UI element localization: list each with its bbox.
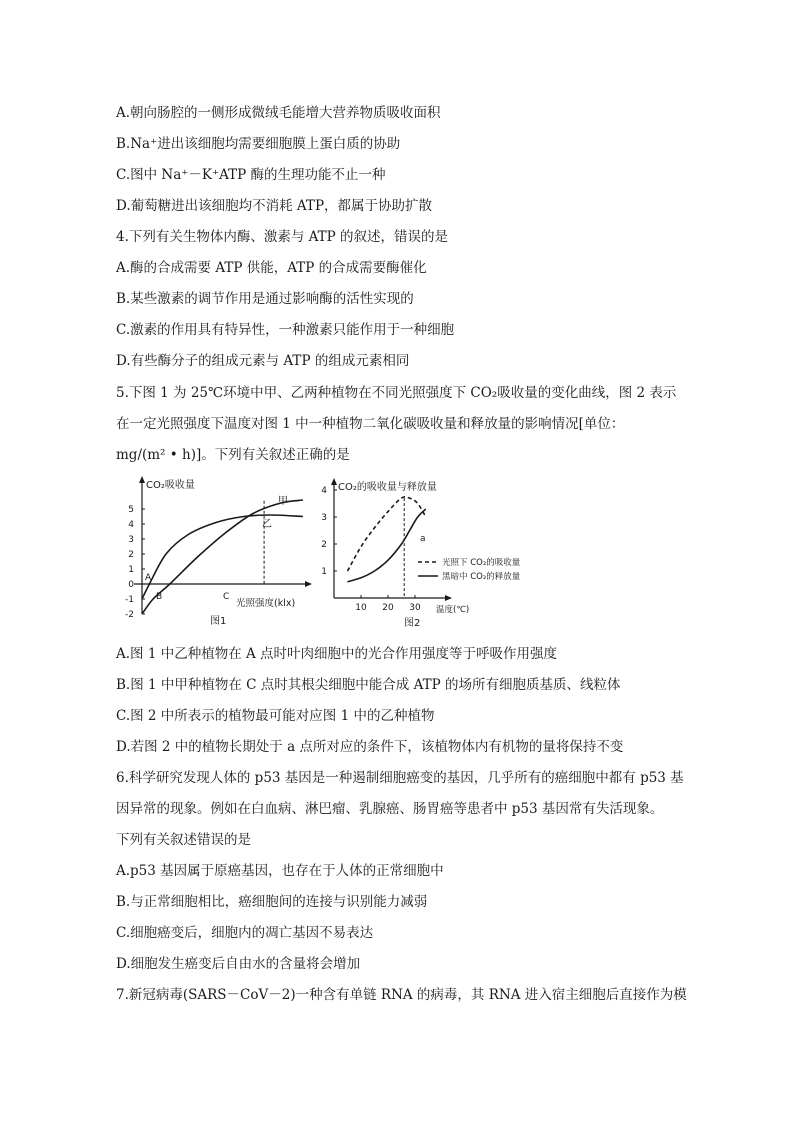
q4-stem: 4.下列有关生物体内酶、激素与 ATP 的叙述，错误的是 bbox=[116, 229, 449, 245]
q3-option-b: B.Na⁺进出该细胞均需要细胞膜上蛋白质的协助 bbox=[116, 136, 401, 152]
fig1-ytick-label: 3 bbox=[128, 535, 134, 545]
fig1-xlabel: 光照强度(klx) bbox=[236, 598, 296, 609]
fig1-point-b: B bbox=[156, 592, 163, 602]
fig1-ytick-label: 5 bbox=[128, 505, 134, 515]
fig2-ytick-label: 3 bbox=[321, 513, 327, 523]
q3-option-d: D.葡萄糖进出该细胞均不消耗 ATP，都属于协助扩散 bbox=[116, 198, 433, 214]
fig2-ytick-label: 2 bbox=[321, 540, 327, 550]
fig2-x-arrow bbox=[445, 595, 452, 601]
fig2-ytick-label: 4 bbox=[321, 486, 327, 496]
q5-stem-line-1: 5.下图 1 为 25℃环境中甲、乙两种植物在不同光照强度下 CO₂吸收量的变化曲线，图 2 表示 bbox=[116, 385, 677, 401]
q3-option-a: A.朝向肠腔的一侧形成微绒毛能增大营养物质吸收面积 bbox=[116, 105, 441, 121]
q6-stem-line-2: 因异常的现象。例如在白血病、淋巴瘤、乳腺癌、肠胃癌等患者中 p53 基因常有失活现象。 bbox=[116, 801, 664, 817]
fig1-ylabel: CO₂吸收量 bbox=[146, 480, 195, 491]
fig1-ytick-label: 0 bbox=[128, 580, 134, 590]
fig2-legend-dark: 黑暗中 CO₂的释放量 bbox=[442, 572, 521, 582]
fig2-xtick-label: 10 bbox=[355, 603, 367, 613]
q3-option-c: C.图中 Na⁺－K⁺ATP 酶的生理功能不止一种 bbox=[116, 167, 386, 183]
q5-option-c: C.图 2 中所表示的植物最可能对应图 1 中的乙种植物 bbox=[116, 708, 435, 724]
q4-option-a: A.酶的合成需要 ATP 供能，ATP 的合成需要酶催化 bbox=[116, 260, 427, 276]
q6-option-a: A.p53 基因属于原癌基因，也存在于人体的正常细胞中 bbox=[116, 863, 444, 879]
fig2-xlabel: 温度(℃) bbox=[436, 605, 470, 615]
q4-option-d: D.有些酶分子的组成元素与 ATP 的组成元素相同 bbox=[116, 353, 410, 369]
fig1-caption: 图1 bbox=[210, 616, 227, 627]
fig2-series-dark-release bbox=[348, 509, 426, 582]
q5-option-a: A.图 1 中乙种植物在 A 点时叶肉细胞中的光合作用强度等于呼吸作用强度 bbox=[116, 646, 558, 662]
q4-option-c: C.激素的作用具有特异性，一种激素只能作用于一种细胞 bbox=[116, 322, 455, 338]
fig2-xtick-label: 30 bbox=[409, 603, 421, 613]
fig1-point-a: A bbox=[145, 573, 152, 583]
q4-option-b: B.某些激素的调节作用是通过影响酶的活性实现的 bbox=[116, 291, 414, 307]
figure-2-chart bbox=[314, 474, 564, 634]
fig1-ytick-label: 4 bbox=[128, 520, 134, 530]
fig2-legend-light: 光照下 CO₂的吸收量 bbox=[442, 558, 521, 568]
figure-1-chart bbox=[112, 474, 312, 634]
fig1-ytick-label: -1 bbox=[125, 595, 134, 605]
q5-option-b: B.图 1 中甲种植物在 C 点时其根尖细胞中能合成 ATP 的场所有细胞质基质、线粒体 bbox=[116, 677, 621, 693]
q6-stem-line-3: 下列有关叙述错误的是 bbox=[116, 832, 251, 848]
q5-stem-line-2: 在一定光照强度下温度对图 1 中一种植物二氧化碳吸收量和释放量的影响情况[单位： bbox=[116, 416, 625, 432]
fig2-series-light-absorption bbox=[348, 497, 426, 571]
fig2-point-a: a bbox=[420, 534, 426, 544]
q6-option-b: B.与正常细胞相比，癌细胞间的连接与识别能力减弱 bbox=[116, 894, 428, 910]
q6-option-c: C.细胞癌变后，细胞内的凋亡基因不易表达 bbox=[116, 925, 374, 941]
fig1-series-label-yi: 乙 bbox=[262, 519, 272, 530]
fig1-series-label-jia: 甲 bbox=[278, 496, 288, 507]
q7-stem-line-1: 7.新冠病毒(SARS－CoV－2)一种含有单链 RNA 的病毒，其 RNA 进入宿主细胞后直接作为模 bbox=[116, 987, 687, 1003]
fig2-caption: 图2 bbox=[404, 618, 421, 629]
fig1-x-arrow bbox=[305, 581, 312, 587]
q5-stem-line-3: mg/(m² • h)]。下列有关叙述正确的是 bbox=[116, 447, 350, 463]
fig2-ylabel: CO₂的吸收量与释放量 bbox=[338, 482, 437, 493]
fig1-ytick-label: 1 bbox=[128, 565, 134, 575]
fig1-y-arrow bbox=[139, 476, 145, 483]
fig2-y-arrow bbox=[331, 478, 337, 485]
fig2-xtick-label: 20 bbox=[382, 603, 394, 613]
q6-stem-line-1: 6.科学研究发现人体的 p53 基因是一种遏制细胞癌变的基因，几乎所有的癌细胞中都有 p53 基 bbox=[116, 770, 684, 786]
fig1-ytick-label: -2 bbox=[125, 610, 134, 620]
q6-option-d: D.细胞发生癌变后自由水的含量将会增加 bbox=[116, 956, 361, 972]
fig2-ytick-label: 1 bbox=[321, 567, 327, 577]
fig1-point-c: C bbox=[223, 592, 230, 602]
q5-option-d: D.若图 2 中的植物长期处于 a 点所对应的条件下，该植物体内有机物的量将保持不变 bbox=[116, 739, 624, 755]
fig1-ytick-label: 2 bbox=[128, 550, 134, 560]
